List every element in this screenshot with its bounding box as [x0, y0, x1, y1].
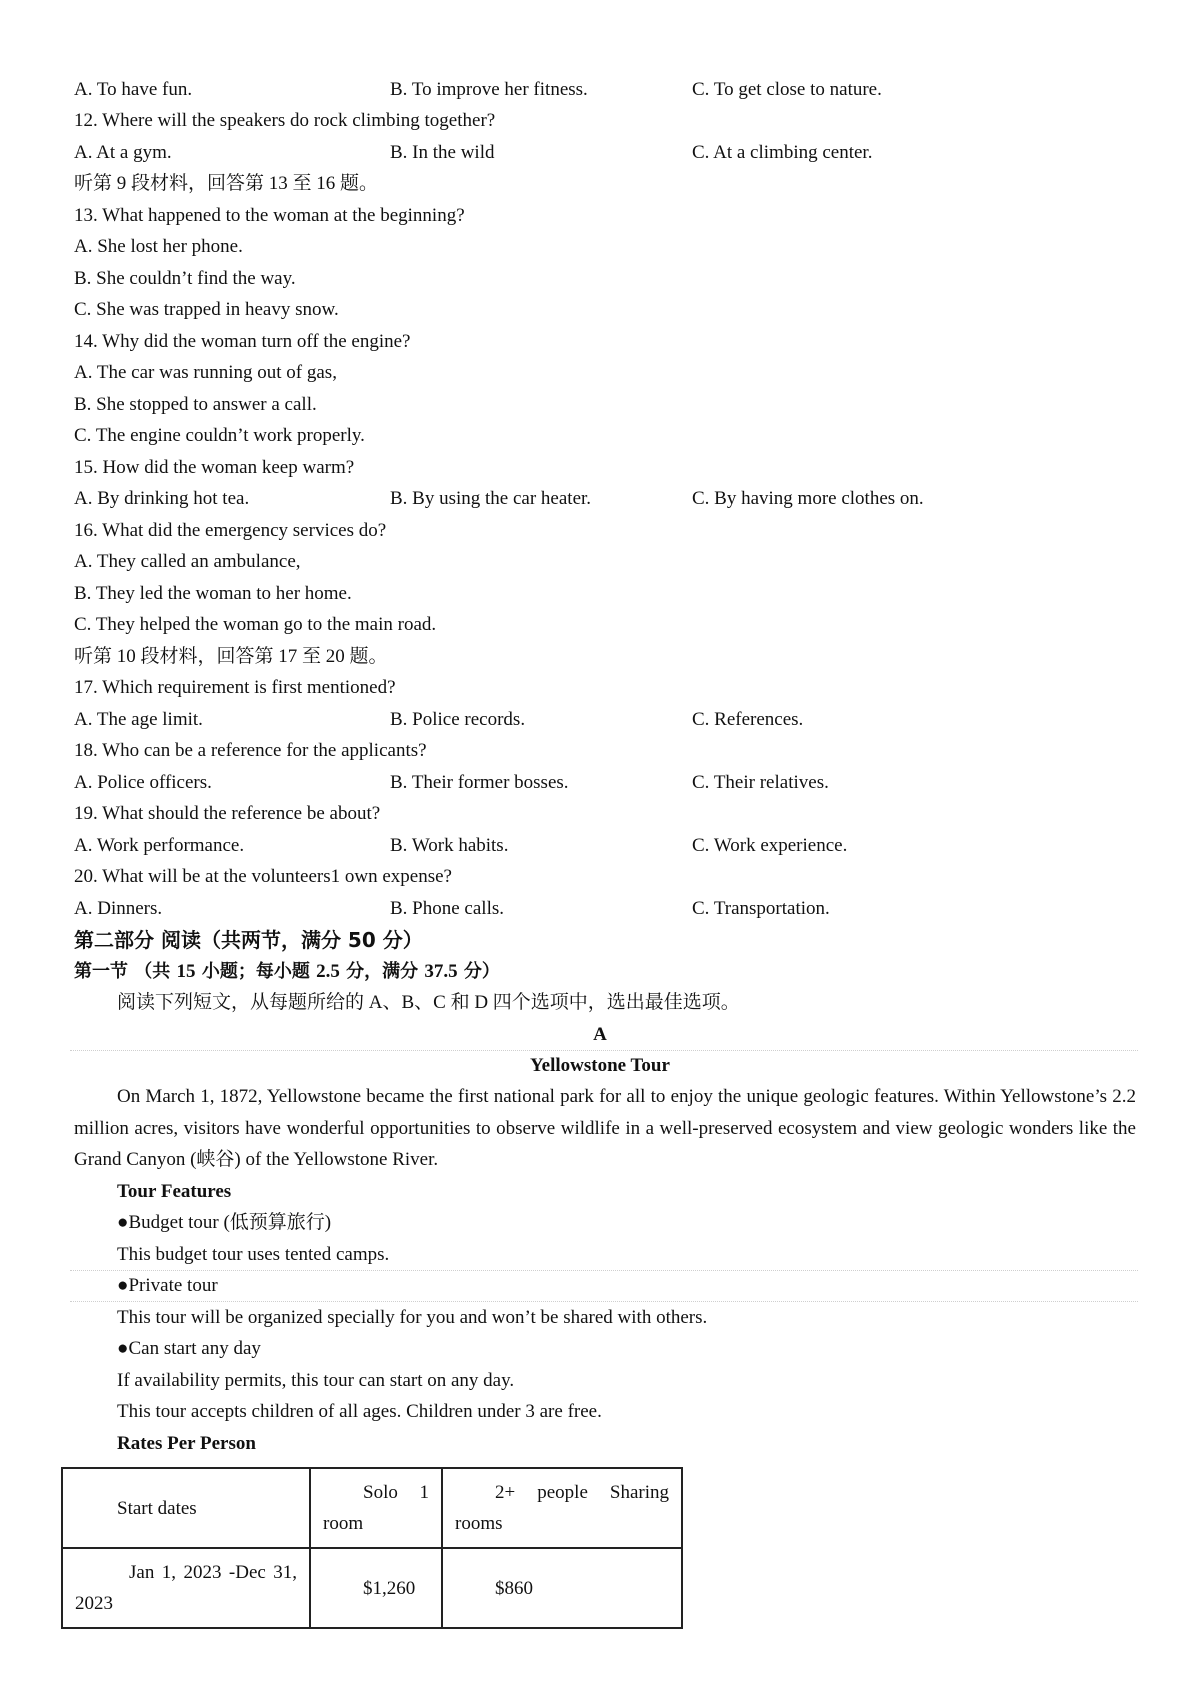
q14-option-a: A. The car was running out of gas,: [74, 362, 337, 383]
q17-option-b: B. Police records.: [390, 709, 526, 730]
q17-options: [74, 708, 1134, 732]
q12-option-b: B. In the wild: [390, 142, 495, 163]
q17-option-c: C. References.: [692, 709, 804, 730]
q17-stem: 17. Which requirement is first mentioned?: [74, 677, 396, 698]
section-title-mid2: 分，满分: [339, 961, 425, 982]
section-title-n1: 15: [176, 961, 196, 982]
header-start-dates: Start dates: [117, 1497, 197, 1519]
q18-options: [74, 771, 1134, 795]
table-cell: [62, 1548, 310, 1628]
table-header-cell: [310, 1468, 442, 1548]
q13-option-b: B. She couldn’t find the way.: [74, 268, 296, 289]
q16-stem: 16. What did the emergency services do?: [74, 520, 387, 541]
q15-option-c: C. By having more clothes on.: [692, 488, 924, 509]
q15-option-b: B. By using the car heater.: [390, 488, 592, 509]
table-row: [62, 1548, 682, 1628]
q18-option-b: B. Their former bosses.: [390, 772, 569, 793]
q12-options: [74, 141, 1134, 165]
q20-option-a: A. Dinners.: [74, 898, 163, 919]
q20-option-b: B. Phone calls.: [390, 898, 504, 919]
part-two-title: 第二部分 阅读（共两节，满分 50 分）: [74, 928, 423, 952]
feature-anyday-text: If availability permits, this tour can start on any day.: [117, 1370, 515, 1391]
section-title-pre: 第一节 （共: [74, 961, 177, 982]
q13-option-c: C. She was trapped in heavy snow.: [74, 299, 339, 320]
q19-option-b: B. Work habits.: [390, 835, 509, 856]
feature-budget-text: This budget tour uses tented camps.: [117, 1244, 390, 1265]
table-cell: [442, 1548, 682, 1628]
passage-title: Yellowstone Tour: [530, 1055, 670, 1076]
q20-options: [74, 897, 1134, 921]
q14-option-c: C. The engine couldn’t work properly.: [74, 425, 365, 446]
table-cell: [310, 1548, 442, 1628]
q16-option-b: B. They led the woman to her home.: [74, 583, 352, 604]
table-header-row: [62, 1468, 682, 1548]
section-9-instruction: 听第 9 段材料，回答第 13 至 16 题。: [74, 173, 379, 194]
passage-letter: A: [593, 1024, 607, 1045]
feature-budget-title: ●Budget tour (低预算旅行): [117, 1212, 332, 1233]
dotted-divider: [70, 1050, 1138, 1051]
q19-options: [74, 834, 1134, 858]
q16-option-a: A. They called an ambulance,: [74, 551, 301, 572]
q11-options: [74, 78, 1134, 102]
q19-option-c: C. Work experience.: [692, 835, 848, 856]
table-header-cell: [62, 1468, 310, 1548]
cell-shared-price: $860: [495, 1577, 533, 1599]
table-header-cell: [442, 1468, 682, 1548]
section-title-mid: 小题；每小题: [195, 961, 317, 982]
q12-option-c: C. At a climbing center.: [692, 142, 873, 163]
tour-features-heading: Tour Features: [117, 1181, 232, 1202]
q12-stem: 12. Where will the speakers do rock climbing together?: [74, 110, 496, 131]
q13-option-a: A. She lost her phone.: [74, 236, 243, 257]
section-one-title: [74, 960, 500, 984]
q19-stem: 19. What should the reference be about?: [74, 803, 381, 824]
section-title-n3: 37.5: [424, 961, 458, 982]
header-solo-room: Solo 1 room: [323, 1482, 429, 1534]
feature-private-text: This tour will be organized specially for you and won’t be shared with others.: [117, 1307, 708, 1328]
section-10-instruction: 听第 10 段材料，回答第 17 至 20 题。: [74, 646, 388, 667]
q11-option-c: C. To get close to nature.: [692, 79, 882, 100]
reading-instruction: 阅读下列短文，从每题所给的 A、B、C 和 D 四个选项中，选出最佳选项。: [117, 992, 740, 1013]
q15-stem: 15. How did the woman keep warm?: [74, 457, 355, 478]
q18-option-c: C. Their relatives.: [692, 772, 829, 793]
section-title-post: 分）: [457, 961, 500, 982]
dotted-divider: [70, 1270, 1138, 1271]
q18-stem: 18. Who can be a reference for the applicants?: [74, 740, 427, 761]
q19-option-a: A. Work performance.: [74, 835, 245, 856]
q14-stem: 14. Why did the woman turn off the engine?: [74, 331, 411, 352]
header-shared-rooms: 2+ people Sharing rooms: [455, 1482, 669, 1534]
q12-option-a: A. At a gym.: [74, 142, 172, 163]
q15-option-a: A. By drinking hot tea.: [74, 488, 250, 509]
feature-anyday-title: ●Can start any day: [117, 1338, 261, 1359]
q17-option-a: A. The age limit.: [74, 709, 203, 730]
feature-private-title: ●Private tour: [117, 1275, 218, 1296]
cell-date-range: Jan 1, 2023 -Dec 31, 2023: [75, 1562, 297, 1614]
q13-stem: 13. What happened to the woman at the beginning?: [74, 205, 465, 226]
passage-intro: On March 1, 1872, Yellowstone became the first national park for all to enjoy the unique geologic features. Within Yellowstone’s 2.2 million acres, visitors have wonderful opportunities to observe wildlife in a well-preserved ecosystem and view geologic wonders like the Grand Canyon (峡谷) of the Yellowstone River.: [74, 1086, 1136, 1170]
rates-heading: Rates Per Person: [117, 1433, 256, 1454]
cell-solo-price: $1,260: [363, 1577, 416, 1599]
q16-option-c: C. They helped the woman go to the main road.: [74, 614, 437, 635]
dotted-divider: [70, 1301, 1138, 1302]
rates-table: [61, 1467, 683, 1629]
q20-option-c: C. Transportation.: [692, 898, 830, 919]
q14-option-b: B. She stopped to answer a call.: [74, 394, 317, 415]
q18-option-a: A. Police officers.: [74, 772, 212, 793]
section-title-n2: 2.5: [316, 961, 340, 982]
q11-option-a: A. To have fun.: [74, 79, 193, 100]
q15-options: [74, 487, 1134, 511]
q20-stem: 20. What will be at the volunteers1 own expense?: [74, 866, 452, 887]
children-note: This tour accepts children of all ages. Children under 3 are free.: [117, 1401, 602, 1422]
q11-option-b: B. To improve her fitness.: [390, 79, 588, 100]
